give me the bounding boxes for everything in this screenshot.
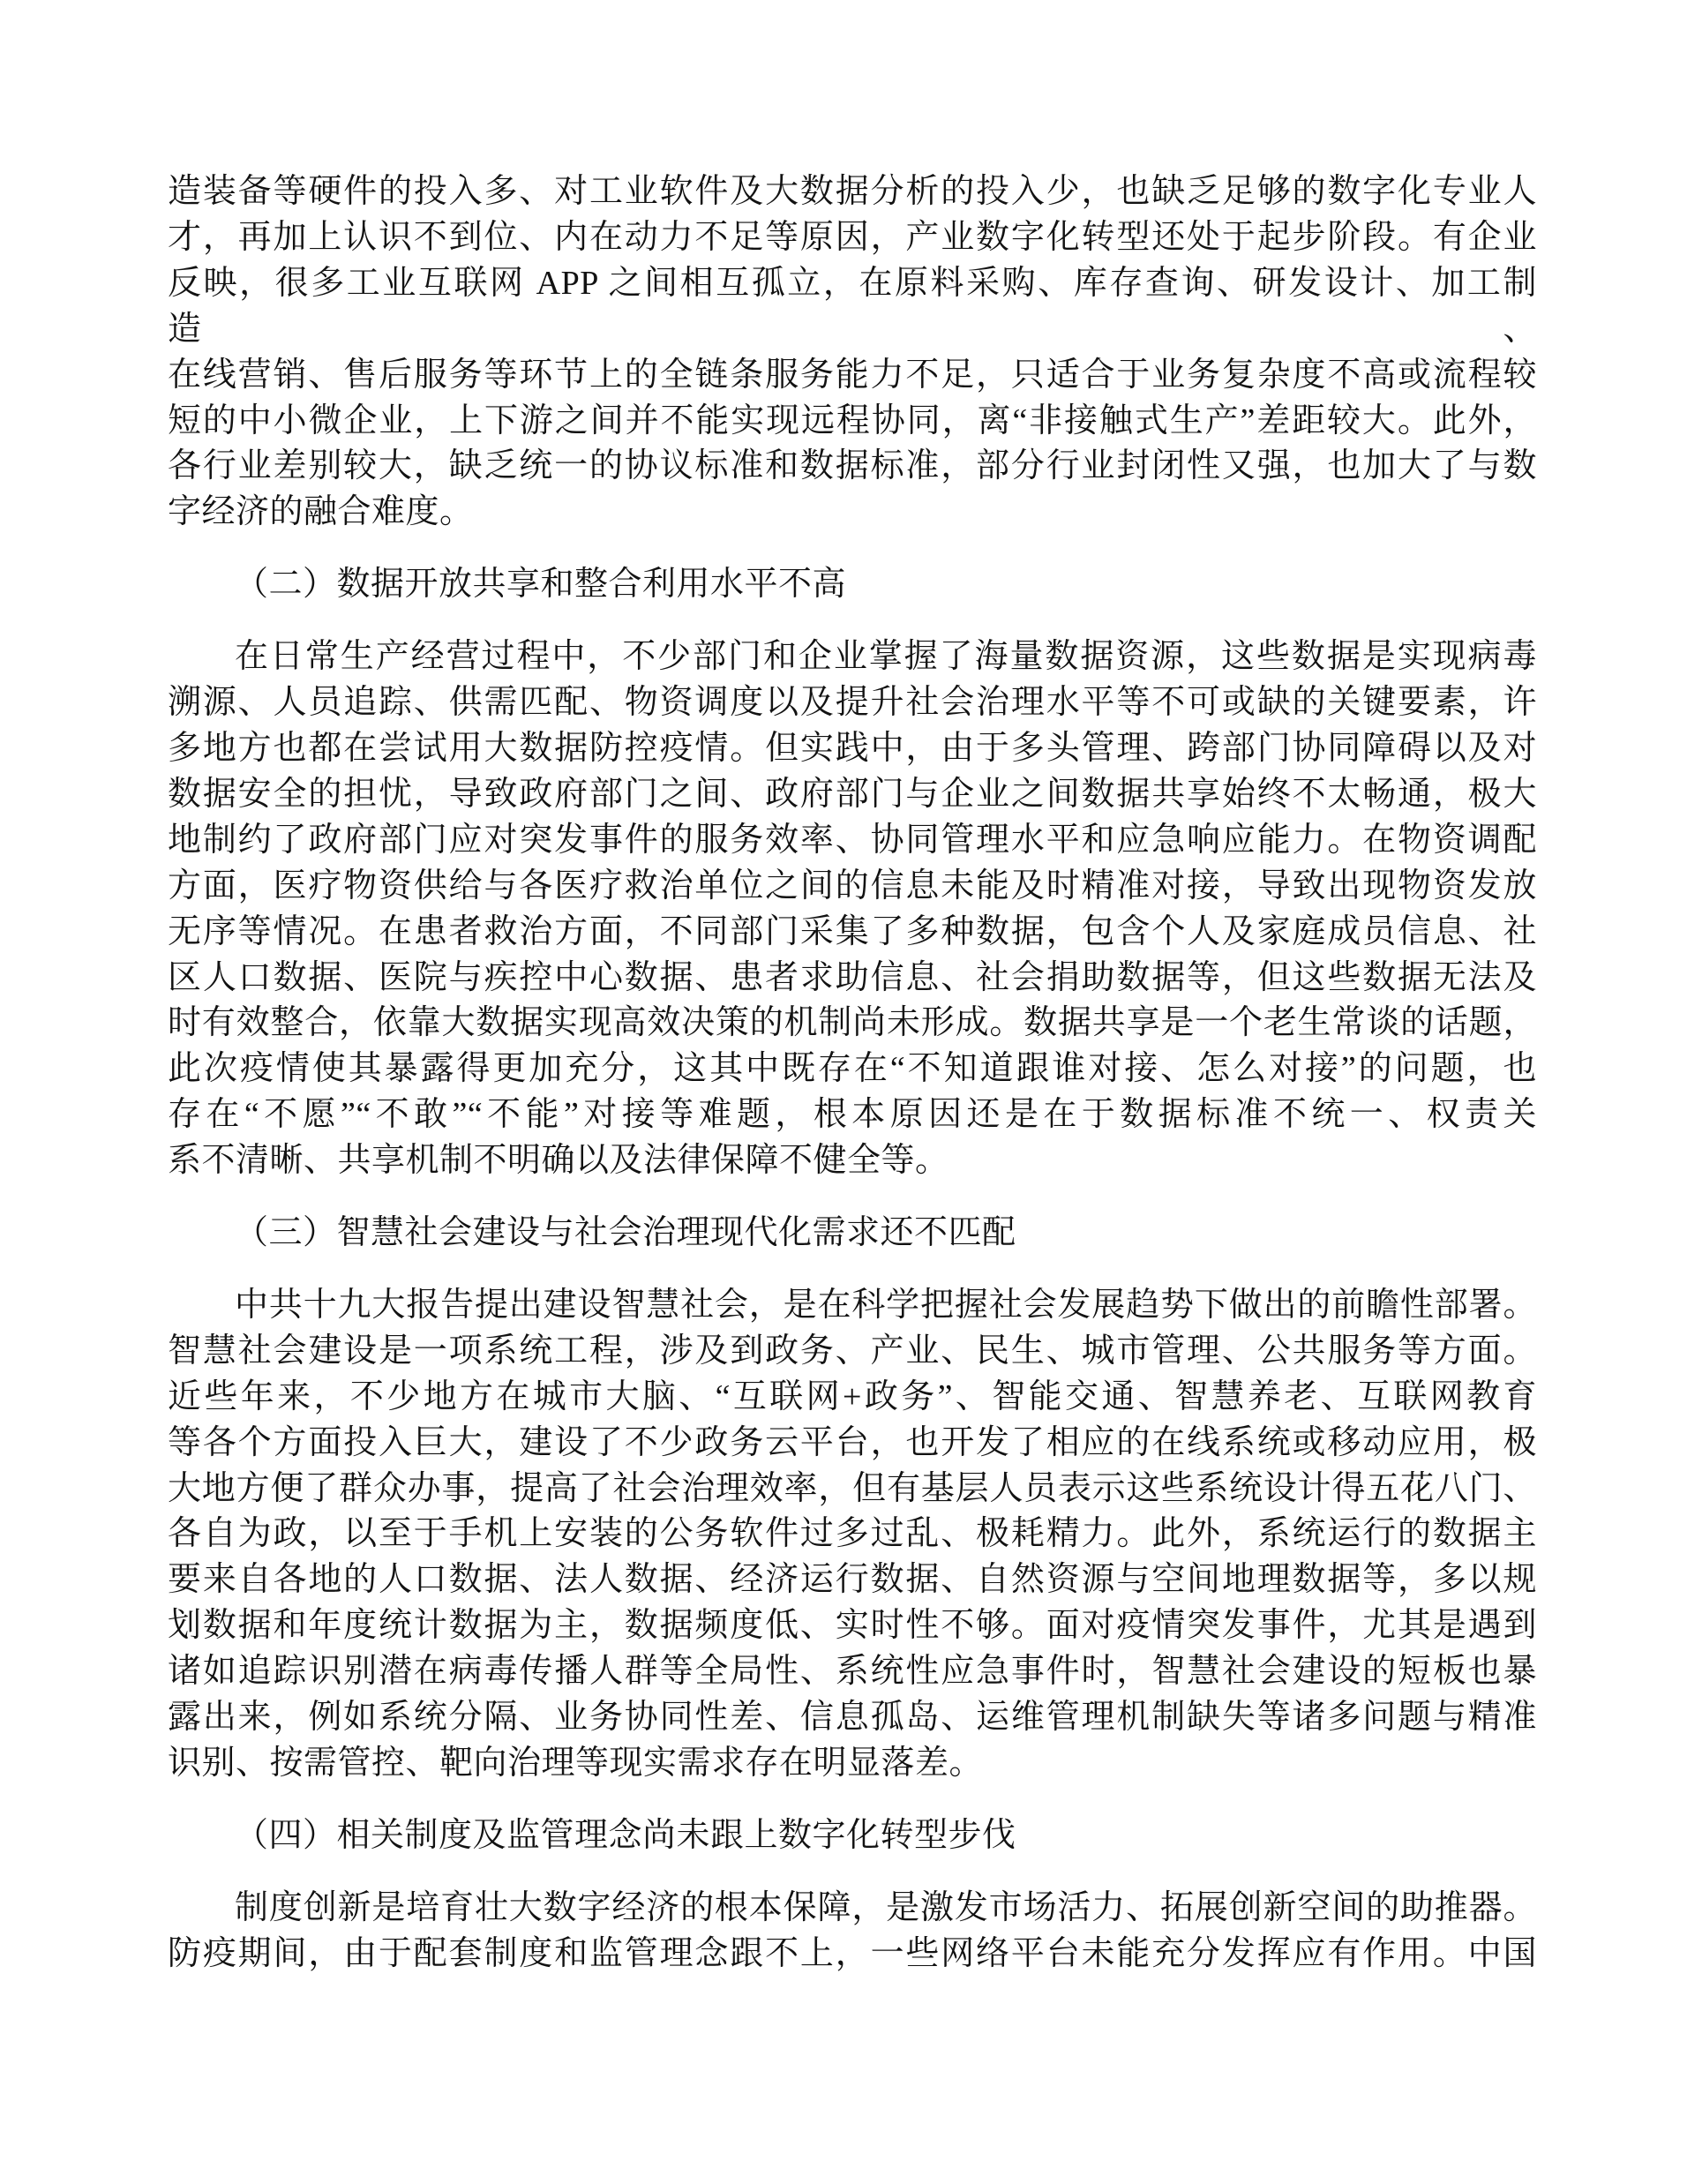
text-line: 时有效整合，依靠大数据实现高效决策的机制尚未形成。数据共享是一个老生常谈的话题， xyxy=(168,1004,1537,1042)
section-heading-2: （二）数据开放共享和整合利用水平不高 xyxy=(235,566,847,604)
text-line: 区人口数据、医院与疾控中心数据、患者求助信息、社会捐助数据等，但这些数据无法及 xyxy=(168,958,1537,996)
text-line: 近些年来，不少地方在城市大脑、“互联网+政务”、智能交通、智慧养老、互联网教育 xyxy=(168,1377,1537,1415)
text-line: 识别、按需管控、靶向治理等现实需求存在明显落差。 xyxy=(168,1745,984,1782)
text-line: 防疫期间，由于配套制度和监管理念跟不上，一些网络平台未能充分发挥应有作用。中国 xyxy=(168,1934,1537,1972)
text-line: 大地方便了群众办事，提高了社会治理效率，但有基层人员表示这些系统设计得五花八门、 xyxy=(168,1469,1537,1507)
text-line: 智慧社会建设是一项系统工程，涉及到政务、产业、民生、城市管理、公共服务等方面。 xyxy=(168,1332,1537,1370)
text-line: 露出来，例如系统分隔、业务协同性差、信息孤岛、运维管理机制缺失等诸多问题与精准 xyxy=(168,1699,1537,1737)
text-line: 各行业差别较大，缺乏统一的协议标准和数据标准，部分行业封闭性又强，也加大了与数 xyxy=(168,447,1537,485)
text-line: 系不清晰、共享机制不明确以及法律保障不健全等。 xyxy=(168,1142,949,1180)
section-heading-3: （三）智慧社会建设与社会治理现代化需求还不匹配 xyxy=(235,1214,1016,1252)
text-line: 方面，医疗物资供给与各医疗救治单位之间的信息未能及时精准对接，导致出现物资发放 xyxy=(168,867,1537,904)
text-line: 字经济的融合难度。 xyxy=(168,493,474,531)
text-line: 此次疫情使其暴露得更加充分，这其中既存在“不知道跟谁对接、怎么对接”的问题，也 xyxy=(168,1050,1537,1088)
text-line: 在日常生产经营过程中，不少部门和企业掌握了海量数据资源，这些数据是实现病毒 xyxy=(235,638,1537,676)
text-line: 存在“不愿”“不敢”“不能”对接等难题，根本原因还是在于数据标准不统一、权责关 xyxy=(168,1096,1537,1134)
text-line: 制度创新是培育壮大数字经济的根本保障，是激发市场活力、拓展创新空间的助推器。 xyxy=(235,1888,1537,1926)
paragraph-smart-society xyxy=(168,1283,1537,1787)
text-line: 中共十九大报告提出建设智慧社会，是在科学把握社会发展趋势下做出的前瞻性部署。 xyxy=(235,1286,1537,1324)
text-line: 造装备等硬件的投入多、对工业软件及大数据分析的投入少，也缺乏足够的数字化专业人 xyxy=(168,173,1537,210)
document-content xyxy=(168,169,1537,1978)
text-line: 要来自各地的人口数据、法人数据、经济运行数据、自然资源与空间地理数据等，多以规 xyxy=(168,1561,1537,1599)
text-line: 才，再加上认识不到位、内在动力不足等原因，产业数字化转型还处于起步阶段。有企业 xyxy=(168,218,1537,256)
text-line: 诸如追踪识别潜在病毒传播人群等全局性、系统性应急事件时，智慧社会建设的短板也暴 xyxy=(168,1653,1537,1691)
paragraph-regulation xyxy=(168,1886,1537,1978)
text-line: 划数据和年度统计数据为主，数据频度低、实时性不够。面对疫情突发事件，尤其是遇到 xyxy=(168,1607,1537,1645)
text-line: 溯源、人员追踪、供需匹配、物资调度以及提升社会治理水平等不可或缺的关键要素，许 xyxy=(168,684,1537,722)
text-line: 多地方也都在尝试用大数据防控疫情。但实践中，由于多头管理、跨部门协同障碍以及对 xyxy=(168,729,1537,767)
paragraph-industry-digitalization xyxy=(168,169,1537,536)
paragraph-data-sharing xyxy=(168,634,1537,1184)
text-line: 在线营销、售后服务等环节上的全链条服务能力不足，只适合于业务复杂度不高或流程较 xyxy=(168,356,1537,394)
section-heading-4: （四）相关制度及监管理念尚未跟上数字化转型步伐 xyxy=(235,1816,1016,1854)
text-line: 等各个方面投入巨大，建设了不少政务云平台，也开发了相应的在线系统或移动应用，极 xyxy=(168,1423,1537,1461)
text-line: 各自为政，以至于手机上安装的公务软件过多过乱、极耗精力。此外，系统运行的数据主 xyxy=(168,1515,1537,1553)
text-line: 数据安全的担忧，导致政府部门之间、政府部门与企业之间数据共享始终不太畅通，极大 xyxy=(168,775,1537,813)
text-line: 短的中小微企业，上下游之间并不能实现远程协同，离“非接触式生产”差距较大。此外， xyxy=(168,402,1537,439)
text-line: 地制约了政府部门应对突发事件的服务效率、协同管理水平和应急响应能力。在物资调配 xyxy=(168,821,1537,859)
text-line: 无序等情况。在患者救治方面，不同部门采集了多种数据，包含个人及家庭成员信息、社 xyxy=(168,912,1537,950)
text-line: 反映，很多工业互联网 APP 之间相互孤立，在原料采购、库存查询、研发设计、加工制造、 xyxy=(168,264,1537,348)
